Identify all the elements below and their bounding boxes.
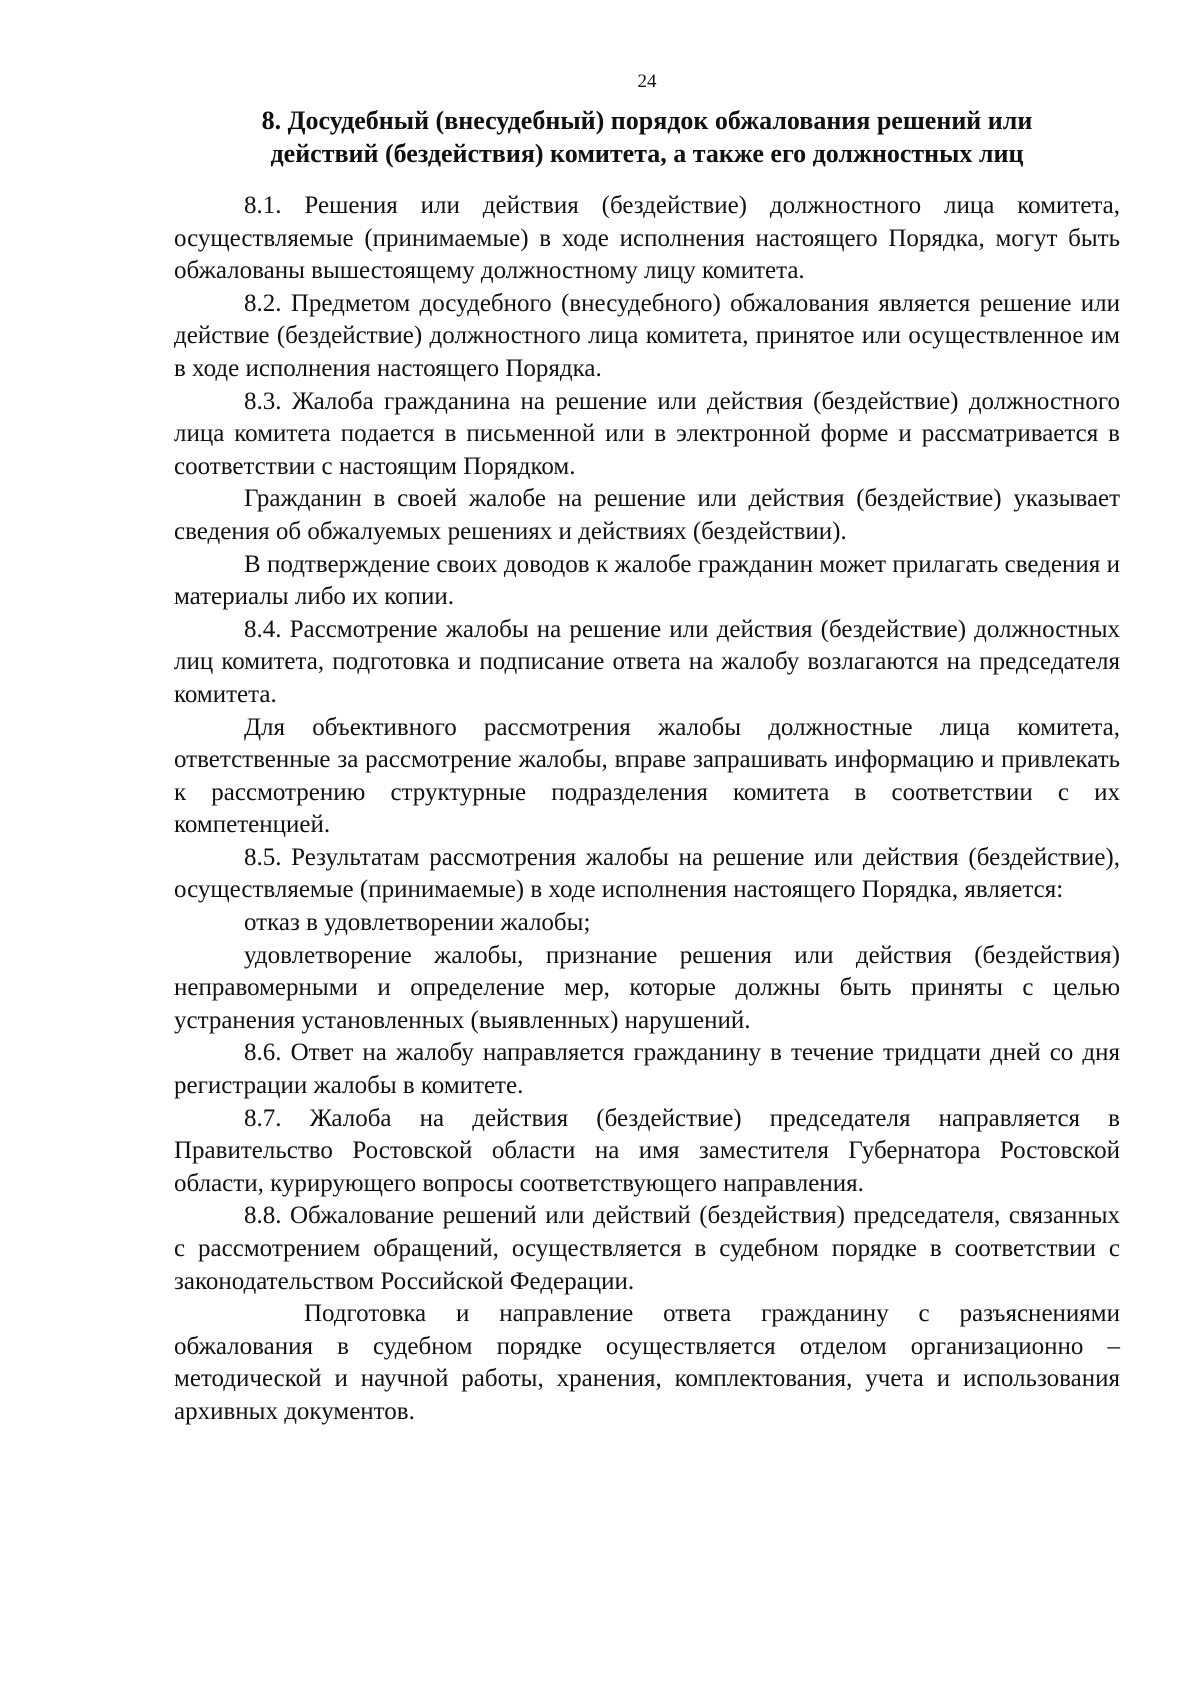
- paragraph-8-7: 8.7. Жалоба на действия (бездействие) председателя направляется в Правительство Ростовской области на имя заместителя Губернатора Ростовской области, курирующего вопросы соответствующего направления.: [174, 1104, 1120, 1197]
- paragraph-8-8-court-explanation: Подготовка и направление ответа гражданину с разъяснениями обжалования в судебном порядке осуществляется отделом организационно – методической и научной работы, хранения, комплектования, учета и использования архивных документов.: [174, 1300, 1120, 1425]
- document-body: [174, 190, 1120, 1429]
- paragraph-8-6: 8.6. Ответ на жалобу направляется гражданину в течение тридцати дней со дня регистрации жалобы в комитете.: [174, 1039, 1120, 1100]
- paragraph-8-2: 8.2. Предметом досудебного (внесудебного) обжалования является решение или действие (бездействие) должностного лица комитета, принятое или осуществленное им в ходе исполнения настоящего Порядка.: [174, 289, 1120, 382]
- section-heading: [174, 104, 1120, 170]
- paragraph-8-3-attachments: В подтверждение своих доводов к жалобе гражданин может прилагать сведения и материалы либо их копии.: [174, 550, 1120, 611]
- section-heading-line-1: 8. Досудебный (внесудебный) порядок обжалования решений или: [261, 106, 1033, 135]
- document-page: [174, 70, 1120, 1429]
- paragraph-8-4-information-request: Для объективного рассмотрения жалобы должностные лица комитета, ответственные за рассмотрение жалобы, вправе запрашивать информацию и привлекать к рассмотрению структурные подразделения комитета в соответствии с их компетенцией.: [174, 713, 1120, 839]
- paragraph-8-5-satisfaction: удовлетворение жалобы, признание решения или действия (бездействия) неправомерными и определение мер, которые должны быть приняты с целью устранения установленных (выявленных) нарушений.: [174, 941, 1120, 1034]
- paragraph-8-4: 8.4. Рассмотрение жалобы на решение или действия (бездействие) должностных лиц комитета, подготовка и подписание ответа на жалобу возлагаются на председателя комитета.: [174, 615, 1120, 708]
- page-number: 24: [637, 71, 657, 92]
- paragraph-8-3: 8.3. Жалоба гражданина на решение или действия (бездействие) должностного лица комитета подается в письменной или в электронной форме и рассматривается в соответствии с настоящим Порядком.: [174, 387, 1120, 480]
- paragraph-8-5: 8.5. Результатам рассмотрения жалобы на решение или действия (бездействие), осуществляемые (принимаемые) в ходе исполнения настоящего Порядка, является:: [174, 843, 1120, 904]
- paragraph-8-3-complaint-content: Гражданин в своей жалобе на решение или действия (бездействие) указывает сведения об обжалуемых решениях и действиях (бездействии).: [174, 485, 1120, 545]
- paragraph-8-8: 8.8. Обжалование решений или действий (бездействия) председателя, связанных с рассмотрением обращений, осуществляется в судебном порядке в соответствии с законодательством Российской Федерации.: [174, 1202, 1120, 1295]
- paragraph-8-1: 8.1. Решения или действия (бездействие) должностного лица комитета, осуществляемые (принимаемые) в ходе исполнения настоящего Порядка, могут быть обжалованы вышестоящему должностному лицу комитета.: [174, 192, 1120, 285]
- paragraph-8-5-refusal: отказ в удовлетворении жалобы;: [244, 909, 591, 937]
- section-heading-line-2: действий (бездействия) комитета, а также его должностных лиц: [270, 139, 1024, 168]
